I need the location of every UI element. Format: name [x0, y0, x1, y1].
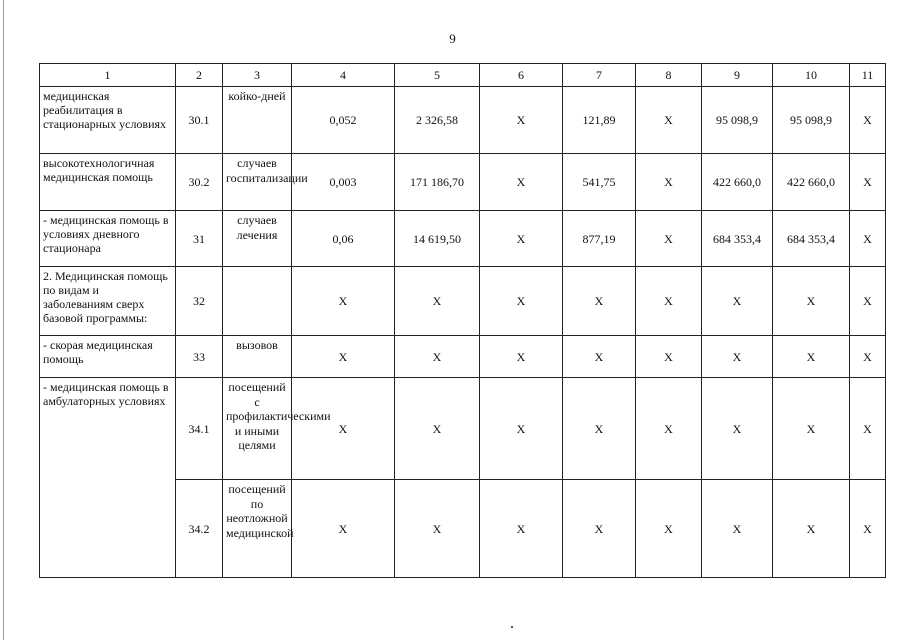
table-cell: Х [480, 336, 563, 378]
table-cell: Х [292, 336, 395, 378]
row-name-cell: медицинская реабилитация в стационарных условиях [40, 87, 176, 154]
row-unit-cell: случаев госпитализации [223, 154, 292, 211]
table-cell: Х [850, 480, 886, 578]
table-cell: Х [702, 378, 773, 480]
table-cell: Х [773, 336, 850, 378]
row-code-cell: 34.1 [176, 378, 223, 480]
table-cell: 422 660,0 [702, 154, 773, 211]
table-cell: Х [702, 480, 773, 578]
header-cell: 4 [292, 64, 395, 87]
header-row [40, 64, 886, 87]
table-cell: 541,75 [563, 154, 636, 211]
row-code-cell: 33 [176, 336, 223, 378]
table-cell: Х [773, 378, 850, 480]
row-code-cell: 34.2 [176, 480, 223, 578]
header-cell: 2 [176, 64, 223, 87]
header-cell: 6 [480, 64, 563, 87]
table-cell: Х [563, 378, 636, 480]
table-cell: Х [395, 267, 480, 336]
table-cell: Х [702, 267, 773, 336]
row-name-cell: - скорая медицинская помощь [40, 336, 176, 378]
table-cell: Х [636, 336, 702, 378]
table-row [40, 336, 886, 378]
table-row [40, 154, 886, 211]
row-name-cell: 2. Медицинская помощь по видам и заболеваниям сверх базовой программы: [40, 267, 176, 336]
header-cell: 5 [395, 64, 480, 87]
header-cell: 10 [773, 64, 850, 87]
table-cell: Х [636, 154, 702, 211]
table-cell: Х [850, 267, 886, 336]
table-cell: Х [480, 378, 563, 480]
table-cell: 684 353,4 [702, 211, 773, 267]
table-cell: Х [636, 211, 702, 267]
page-edge-line [3, 0, 4, 640]
table-cell: 121,89 [563, 87, 636, 154]
table-cell: Х [702, 336, 773, 378]
table-cell: 684 353,4 [773, 211, 850, 267]
table-cell: Х [636, 87, 702, 154]
header-cell: 9 [702, 64, 773, 87]
row-unit-cell [223, 267, 292, 336]
table-cell: Х [773, 267, 850, 336]
scan-speck [511, 626, 513, 628]
table-cell: Х [563, 336, 636, 378]
row-unit-cell: койко-дней [223, 87, 292, 154]
table-cell: Х [292, 267, 395, 336]
table-cell: Х [480, 211, 563, 267]
table-cell: Х [773, 480, 850, 578]
table-cell: Х [480, 267, 563, 336]
row-code-cell: 31 [176, 211, 223, 267]
table-cell: Х [395, 378, 480, 480]
header-cell: 11 [850, 64, 886, 87]
table-cell: Х [563, 267, 636, 336]
table-cell: 2 326,58 [395, 87, 480, 154]
table-cell: Х [636, 480, 702, 578]
table-cell: Х [480, 480, 563, 578]
row-name-cell: - медицинская помощь в амбулаторных условиях [40, 378, 176, 578]
table-cell: Х [850, 336, 886, 378]
table-cell: 14 619,50 [395, 211, 480, 267]
row-code-cell: 30.2 [176, 154, 223, 211]
table-row [40, 378, 886, 480]
header-cell: 1 [40, 64, 176, 87]
table-cell: 0,052 [292, 87, 395, 154]
table-row [40, 267, 886, 336]
table-cell: Х [292, 480, 395, 578]
table-cell: Х [563, 480, 636, 578]
table-cell: Х [480, 154, 563, 211]
table-cell: 422 660,0 [773, 154, 850, 211]
table-cell: Х [850, 211, 886, 267]
table-row [40, 87, 886, 154]
table-cell: 171 186,70 [395, 154, 480, 211]
table-cell: Х [292, 378, 395, 480]
page-number: 9 [449, 31, 456, 46]
header-cell: 8 [636, 64, 702, 87]
row-name-cell: высокотехнологичная медицинская помощь [40, 154, 176, 211]
header-cell: 7 [563, 64, 636, 87]
table-cell: 95 098,9 [702, 87, 773, 154]
table-cell: Х [850, 154, 886, 211]
header-cell: 3 [223, 64, 292, 87]
row-code-cell: 30.1 [176, 87, 223, 154]
table-cell: Х [395, 336, 480, 378]
row-unit-cell: случаев лечения [223, 211, 292, 267]
table-cell: 0,06 [292, 211, 395, 267]
row-unit-cell: посещений с профилактическими и иными целями [223, 378, 292, 480]
table-cell: 0,003 [292, 154, 395, 211]
row-unit-cell: посещений по неотложной медицинской [223, 480, 292, 578]
table-cell: 95 098,9 [773, 87, 850, 154]
data-table [39, 63, 886, 578]
row-name-cell: - медицинская помощь в условиях дневного стационара [40, 211, 176, 267]
table-cell: Х [850, 87, 886, 154]
row-code-cell: 32 [176, 267, 223, 336]
table-cell: Х [480, 87, 563, 154]
table-cell: Х [636, 267, 702, 336]
table-row [40, 211, 886, 267]
table-cell: Х [636, 378, 702, 480]
table-cell: 877,19 [563, 211, 636, 267]
table-cell: Х [850, 378, 886, 480]
table-cell: Х [395, 480, 480, 578]
row-unit-cell: вызовов [223, 336, 292, 378]
